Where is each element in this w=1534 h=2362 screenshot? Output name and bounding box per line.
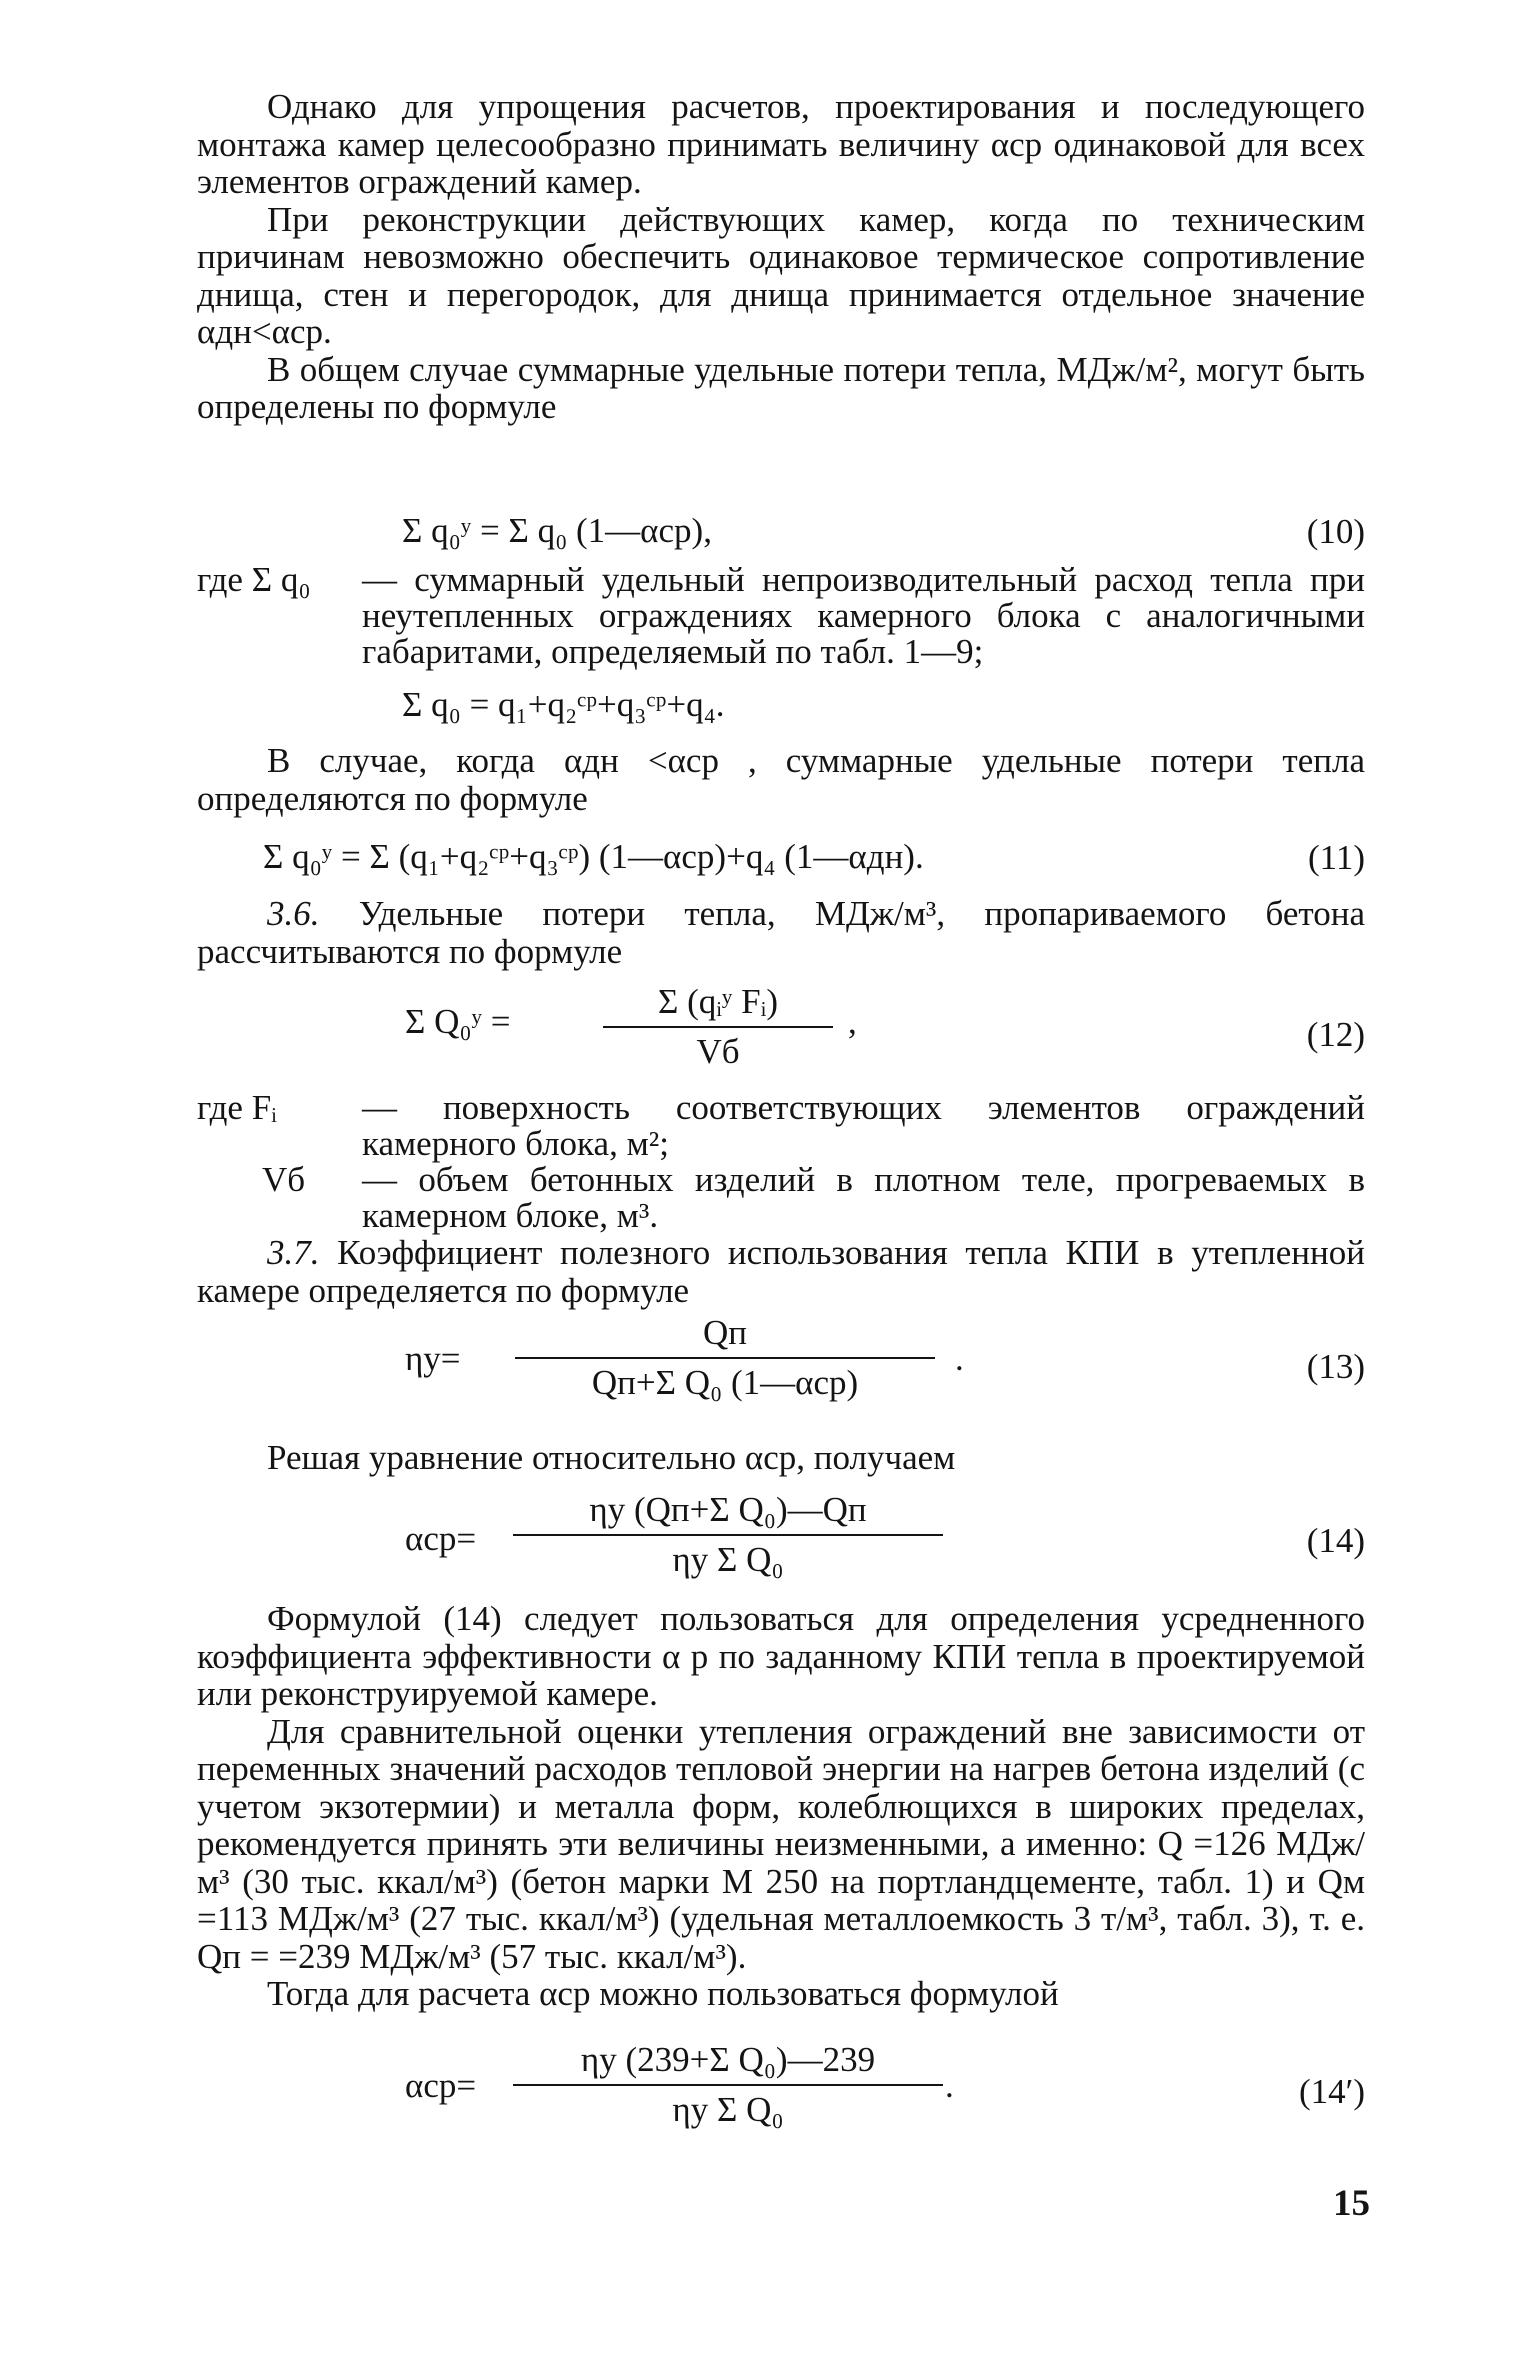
- section-3-6-number: 3.6.: [267, 894, 320, 933]
- paragraph-5: [197, 895, 1365, 970]
- paragraph-9: Для сравнительной оценки утепления ограждений вне зависимости от переменных значений расходов тепловой энергии на нагрев бетона изделий (с учетом экзотермии) и металла форм, колеблющихся в широких пределах, рекомендуется принять эти величины неизменными, а именно: Q =126 МДж/м³ (30 тыс. ккал/м³) (бетон марки М 250 на портландцементе, табл. 1) и Qм =113 МДж/м³ (27 тыс. ккал/м³) (удельная металлоемкость 3 т/м³, табл. 3), т. е. Qп = =239 МДж/м³ (57 тыс. ккал/м³).: [197, 1711, 1365, 1976]
- paragraph-8: Формулой (14) следует пользоваться для определения усредненного коэффициента эффективности α р по заданному КПИ тепла в проектируемой или реконструируемой камере.: [197, 1599, 1365, 1713]
- where-12b-label: Vб: [262, 1160, 306, 1199]
- paragraph-10: Тогда для расчета αср можно пользоваться формулой: [267, 1974, 1059, 2013]
- where-block-12a: [197, 1090, 1365, 1162]
- paragraph-4: В случае, когда αдн <αср , суммарные удельные потери тепла определяются по формуле: [197, 741, 1365, 818]
- equation-10: Σ q₀ʸ = Σ q₀ (1—αср),: [402, 511, 712, 550]
- equation-14-numerator: ηу (Qп+Σ Q₀)—Qп: [589, 1490, 867, 1529]
- where-12a-label: где Fᵢ: [197, 1088, 277, 1127]
- equation-14p-fraction: [513, 2040, 943, 2130]
- section-3-7-number: 3.7.: [267, 1233, 320, 1272]
- equation-12-denominator: Vб: [696, 1032, 740, 1071]
- where-10-label: где Σ q₀: [197, 560, 311, 599]
- paragraph-1: Однако для упрощения расчетов, проектирования и последующего монтажа камер целесообразно принимать величину αср одинаковой для всех элементов ограждений камер.: [197, 87, 1365, 201]
- body-text-3: [197, 895, 1365, 970]
- equation-13-number: (13): [1306, 1347, 1365, 1386]
- equation-11-number: (11): [1307, 838, 1365, 877]
- paragraph-7: Решая уравнение относительно αср, получаем: [267, 1438, 956, 1477]
- paragraph-6-text: Коэффициент полезного использования тепла КПИ в утепленной камере определяется по формуле: [197, 1233, 1366, 1310]
- equation-12-tail: ,: [848, 1002, 857, 1041]
- equation-14-left: αср=: [405, 1519, 477, 1558]
- equation-13-numerator: Qп: [702, 1313, 747, 1352]
- equation-12-number: (12): [1306, 1015, 1365, 1054]
- paragraph-6: [197, 1234, 1365, 1309]
- where-12a-text: — поверхность соответствующих элементов ограждений камерного блока, м²;: [362, 1088, 1365, 1163]
- equation-12-fraction: [603, 982, 833, 1072]
- equation-13-tail: .: [955, 1339, 964, 1378]
- equation-12-left: Σ Q₀ʸ =: [405, 1002, 511, 1041]
- body-text-2: [197, 742, 1365, 817]
- where-10-text: — суммарный удельный непроизводительный расход тепла при неутепленных ограждениях камерного блока с аналогичными габаритами, определяемый по табл. 1—9;: [362, 560, 1365, 671]
- equation-14-number: (14): [1306, 1521, 1365, 1560]
- equation-11: Σ q₀ʸ = Σ (q₁+q₂ᶜᵖ+q₃ᶜᵖ) (1—αср)+q₄ (1—αдн).: [263, 837, 924, 876]
- where-block-12b: [197, 1162, 1365, 1234]
- equation-14p-numerator: ηу (239+Σ Q₀)—239: [580, 2040, 876, 2079]
- equation-14-fraction: [513, 1490, 943, 1580]
- paragraph-5-text: Удельные потери тепла, МДж/м³, пропариваемого бетона рассчитываются по формуле: [197, 894, 1365, 971]
- equation-12-numerator: Σ (qᵢʸ Fᵢ): [658, 982, 778, 1021]
- where-12b-text: — объем бетонных изделий в плотном теле, прогреваемых в камерном блоке, м³.: [362, 1160, 1365, 1235]
- body-text-4: [197, 1234, 1365, 1309]
- body-text-top: [197, 88, 1365, 426]
- equation-14p-number: (14′): [1299, 2072, 1365, 2111]
- equation-13-denominator: Qп+Σ Q₀ (1—αср): [591, 1363, 859, 1402]
- equation-10-number: (10): [1306, 512, 1365, 551]
- body-text-6: [197, 1600, 1365, 2013]
- equation-14p-tail: .: [945, 2066, 954, 2105]
- equation-14p-denominator: ηу Σ Q₀: [672, 2090, 784, 2129]
- page-number: 15: [1333, 2183, 1370, 2224]
- where-block-10: [197, 562, 1365, 670]
- body-text-5: [197, 1439, 1365, 1477]
- equation-14p-left: αср=: [405, 2066, 477, 2105]
- equation-13-fraction: [515, 1313, 935, 1403]
- equation-13-left: ηу=: [405, 1339, 461, 1378]
- equation-10b: Σ q₀ = q₁+q₂ᶜᵖ+q₃ᶜᵖ+q₄.: [402, 685, 725, 724]
- equation-14-denominator: ηу Σ Q₀: [672, 1540, 784, 1579]
- paragraph-2: При реконструкции действующих камер, когда по техническим причинам невозможно обеспечить одинаковое термическое сопротивление днища, стен и перегородок, для днища принимается отдельное значение αдн<αср.: [197, 199, 1365, 351]
- paragraph-3: В общем случае суммарные удельные потери тепла, МДж/м², могут быть определены по формуле: [197, 349, 1365, 426]
